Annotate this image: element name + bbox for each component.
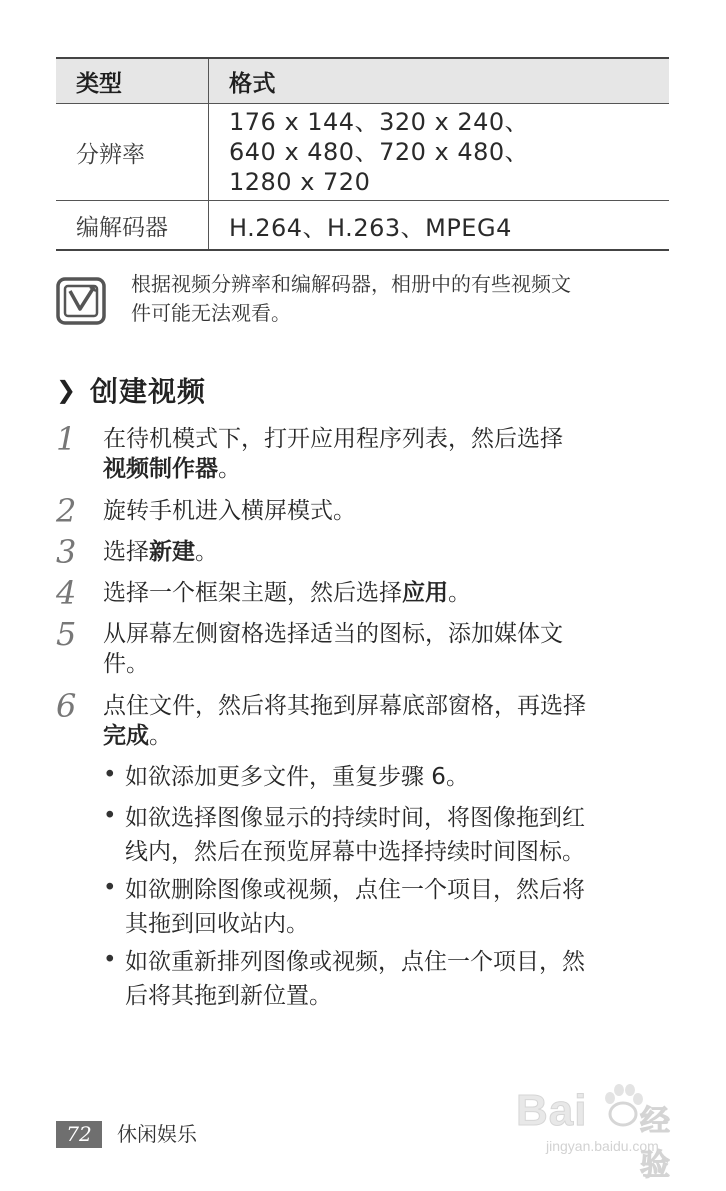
bullet-text [125,801,655,869]
note-pencil-icon [56,277,106,325]
step-text [103,496,663,526]
table-cell-format [209,104,669,200]
step-line [103,721,663,751]
step-line: 从屏幕左侧窗格选择适当的图标，添加媒体文 [103,621,563,647]
note-line: 件可能无法观看。 [131,301,291,325]
step-number: 6 [56,687,77,725]
step-number: 2 [56,492,77,530]
step-number: 1 [56,420,77,458]
step-segment: 选择一个框架主题，然后选择 [103,580,402,606]
step-line [103,578,663,608]
bullet-dot: • [103,803,117,829]
step-text [103,424,663,484]
format-line: 176 x 144、320 x 240、 [229,108,530,136]
bullet-line: 如欲重新排列图像或视频，点住一个项目，然 [125,949,585,975]
bullet-text [125,873,655,941]
bullet-line: 线内，然后在预览屏幕中选择持续时间图标。 [125,839,585,865]
watermark-brand: Bai [516,1086,588,1135]
bullet-line: 其拖到回收站内。 [125,911,309,937]
table-header-row [56,59,669,104]
step-line: 旋转手机进入横屏模式。 [103,498,356,524]
note-text [131,270,671,328]
step-line [103,454,663,484]
bullet-line: 如欲选择图像显示的持续时间，将图像拖到红 [125,805,585,831]
bullet-line: 后将其拖到新位置。 [125,983,332,1009]
watermark-url: jingyan.baidu.com [546,1138,659,1154]
table-header-format: 格式 [229,70,276,97]
step-line: 点住文件，然后将其拖到屏幕底部窗格，再选择 [103,693,586,719]
bullet-dot: • [103,875,117,901]
step-text [103,537,663,567]
format-line: H.264、H.263、MPEG4 [229,213,512,242]
section-title: 创建视频 [90,375,207,408]
table-cell-format [209,201,669,249]
baidu-watermark [516,1082,686,1183]
step-punct: 。 [195,539,218,565]
format-line: 640 x 480、720 x 480、 [229,138,530,166]
chevron-right-icon: ❯ [56,376,77,404]
ui-term: 视频制作器 [103,456,218,482]
ui-term: 新建 [149,539,195,565]
footer-section-name: 休闲娱乐 [117,1122,197,1146]
format-table [56,57,669,251]
step-punct: 。 [149,723,172,749]
step-number: 3 [56,533,77,571]
note-line: 根据视频分辨率和编解码器，相册中的有些视频文 [131,272,571,296]
step-punct: 。 [218,456,241,482]
table-row [56,104,669,201]
step-segment: 选择 [103,539,149,565]
table-cell-type: 分辨率 [56,104,209,200]
bullet-line: 如欲删除图像或视频，点住一个项目，然后将 [125,877,585,903]
ui-term: 完成 [103,723,149,749]
step-number: 5 [56,615,77,653]
step-text [103,578,663,608]
step-line [103,537,663,567]
step-punct: 。 [448,580,471,606]
bullet-line: 如欲添加更多文件，重复步骤 6。 [125,764,469,790]
step-number: 4 [56,574,77,612]
page-number: 72 [56,1121,102,1148]
bullet-text [125,945,655,1013]
table-row [56,201,669,249]
ui-term: 应用 [402,580,448,606]
table-header-type: 类型 [56,59,209,103]
bullet-text [125,760,655,794]
table-cell-type: 编解码器 [56,201,209,249]
step-line: 在待机模式下，打开应用程序列表，然后选择 [103,426,563,452]
bullet-dot: • [103,762,117,788]
bullet-dot: • [103,947,117,973]
step-line: 件。 [103,651,149,677]
step-text [103,691,663,751]
baidu-paw-icon [602,1082,644,1128]
section-heading [56,368,206,412]
watermark-tag: 经验 [640,1104,670,1183]
format-line: 1280 x 720 [229,168,371,196]
step-text [103,619,663,679]
